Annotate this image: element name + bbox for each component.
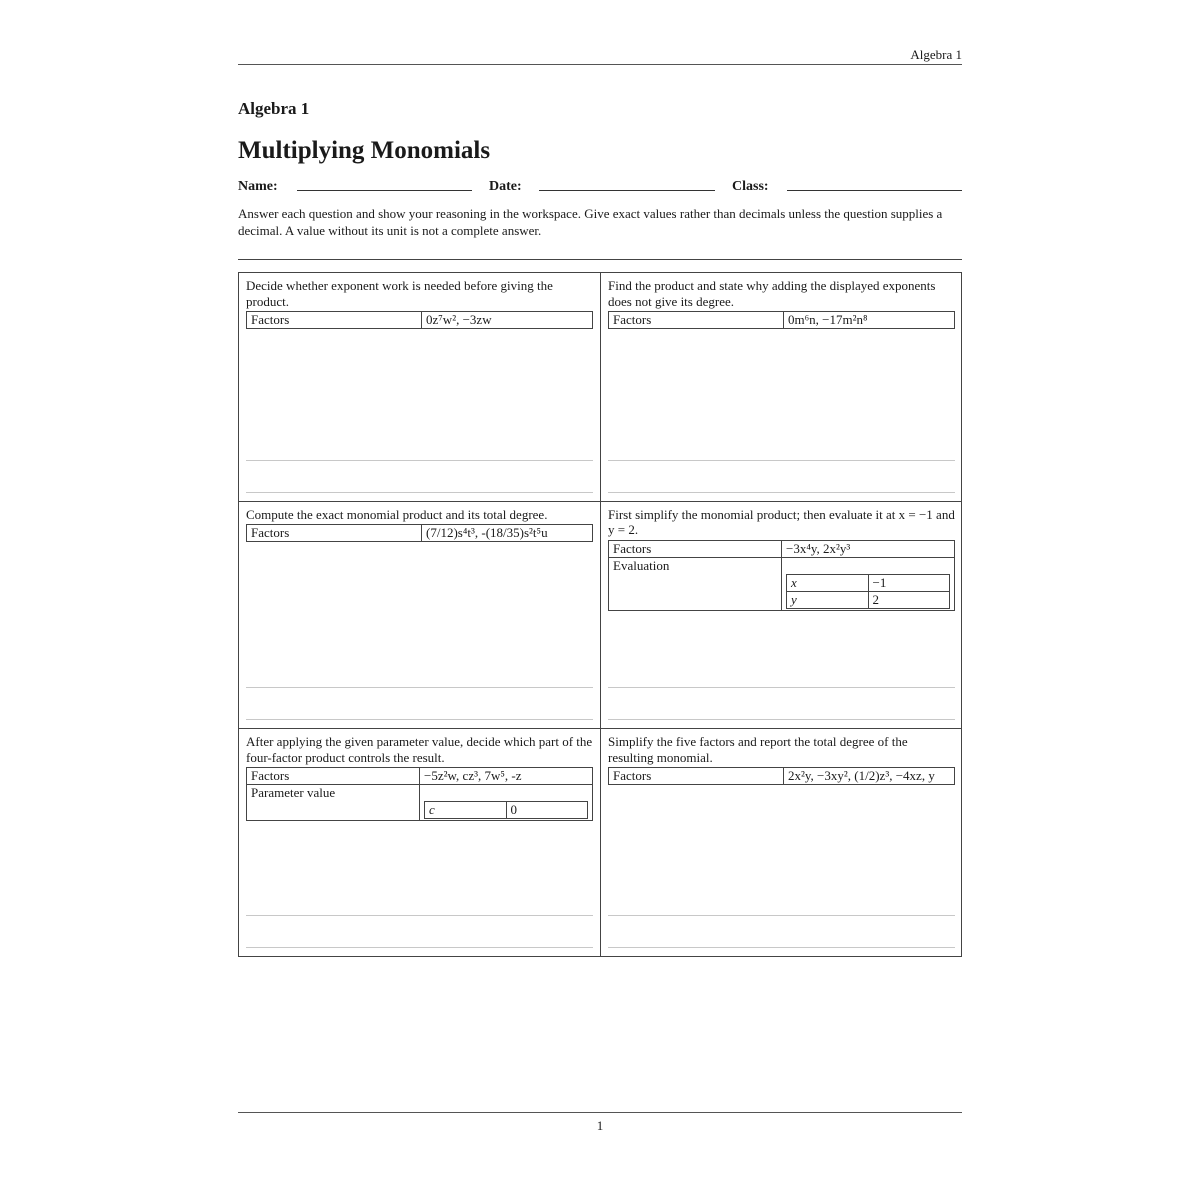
row-value: (7/12)s⁴t³, -(18/35)s²t⁵u xyxy=(422,525,593,542)
variable-name: c xyxy=(425,802,507,819)
row-key: Factors xyxy=(247,768,420,785)
table-row xyxy=(247,768,593,785)
class-field[interactable] xyxy=(787,190,962,191)
problem-prompt: Simplify the five factors and report the total degree of the resulting monomial. xyxy=(608,734,908,765)
answer-line[interactable] xyxy=(608,687,955,688)
divider xyxy=(238,259,962,260)
row-value: −5z²w, cz³, 7w⁵, -z xyxy=(420,768,593,785)
problem-2 xyxy=(601,273,962,501)
class-label: Class: xyxy=(732,179,769,194)
answer-line[interactable] xyxy=(246,687,593,688)
row-value: 2x²y, −3xy², (1/2)z³, −4xz, y xyxy=(784,768,955,785)
table-row xyxy=(787,574,950,591)
table-row xyxy=(247,525,593,542)
problem-4 xyxy=(601,501,962,729)
table-row xyxy=(609,557,955,610)
problem-data-table xyxy=(246,767,593,821)
problem-prompt: Compute the exact monomial product and its total degree. xyxy=(246,506,548,522)
evaluation-table xyxy=(786,574,950,609)
problem-grid xyxy=(238,272,962,957)
answer-line[interactable] xyxy=(608,719,955,720)
row-value: −3x⁴y, 2x²y³ xyxy=(782,540,955,557)
footer-divider xyxy=(238,1112,962,1113)
answer-line[interactable] xyxy=(246,492,593,493)
variable-value: 2 xyxy=(868,591,950,608)
course-name: Algebra 1 xyxy=(238,99,310,118)
variable-name: y xyxy=(787,591,869,608)
problem-data-table xyxy=(246,311,593,329)
row-key: Factors xyxy=(609,312,784,329)
problem-data-table xyxy=(608,540,955,611)
variable-name: x xyxy=(787,574,869,591)
parameter-cell xyxy=(420,785,593,821)
variable-value: 0 xyxy=(506,802,588,819)
row-value: 0z⁷w², −3zw xyxy=(422,312,593,329)
instructions: Answer each question and show your reasoning in the workspace. Give exact values rather than decimals unless the question supplies a decimal. A value without its unit is not a complete answer. xyxy=(238,206,943,238)
table-row xyxy=(609,312,955,329)
problem-1 xyxy=(239,273,601,501)
parameter-table xyxy=(424,801,588,819)
answer-line[interactable] xyxy=(246,460,593,461)
answer-line[interactable] xyxy=(246,915,593,916)
answer-line[interactable] xyxy=(246,719,593,720)
running-header-title: Algebra 1 xyxy=(910,47,962,62)
answer-line[interactable] xyxy=(246,947,593,948)
row-key: Parameter value xyxy=(247,785,420,821)
date-label: Date: xyxy=(489,179,522,194)
problem-data-table xyxy=(608,767,955,785)
table-row xyxy=(425,802,588,819)
table-row xyxy=(609,540,955,557)
row-key: Factors xyxy=(247,312,422,329)
problem-prompt: First simplify the monomial product; then evaluate it at x = −1 and y = 2. xyxy=(608,506,955,538)
problem-data-table xyxy=(246,524,593,542)
row-key: Evaluation xyxy=(609,557,782,610)
row-key: Factors xyxy=(247,525,422,542)
row-key: Factors xyxy=(609,768,784,785)
row-value: 0m⁶n, −17m²n⁸ xyxy=(784,312,955,329)
problem-prompt: Decide whether exponent work is needed before giving the product. xyxy=(246,278,553,309)
answer-line[interactable] xyxy=(608,492,955,493)
page-title: Multiplying Monomials xyxy=(238,137,491,164)
name-field[interactable] xyxy=(297,190,472,191)
problem-3 xyxy=(239,501,601,729)
problem-data-table xyxy=(608,311,955,329)
problem-prompt: After applying the given parameter value, decide which part of the four-factor product controls the result. xyxy=(246,734,593,765)
table-row xyxy=(247,785,593,821)
answer-line[interactable] xyxy=(608,947,955,948)
row-key: Factors xyxy=(609,540,782,557)
problem-6 xyxy=(601,728,962,956)
running-header xyxy=(238,47,962,65)
problem-5 xyxy=(239,728,601,956)
date-field[interactable] xyxy=(539,190,715,191)
table-row xyxy=(247,312,593,329)
table-row xyxy=(609,768,955,785)
answer-line[interactable] xyxy=(608,460,955,461)
name-label: Name: xyxy=(238,179,278,194)
page-number: 1 xyxy=(596,1118,604,1133)
answer-line[interactable] xyxy=(608,915,955,916)
evaluation-cell xyxy=(782,557,955,610)
variable-value: −1 xyxy=(868,574,950,591)
table-row xyxy=(787,591,950,608)
problem-prompt: Find the product and state why adding the displayed exponents does not give its degree. xyxy=(608,278,936,309)
